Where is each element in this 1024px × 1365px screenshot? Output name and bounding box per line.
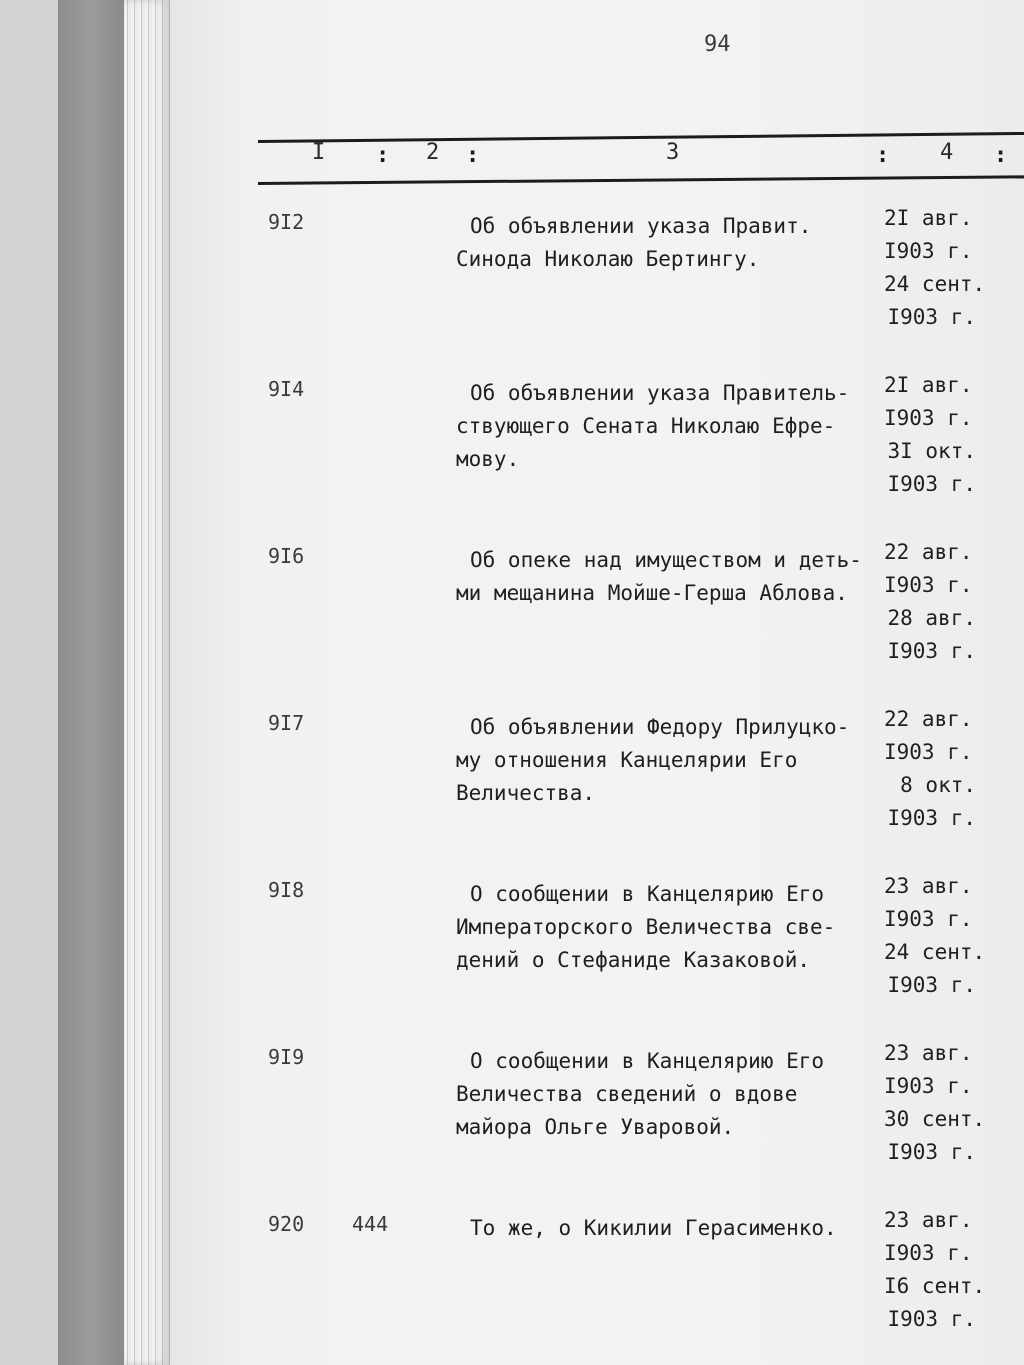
entry-description <box>456 1212 837 1245</box>
column-separator: : <box>466 143 480 168</box>
column-header-3: 3 <box>666 140 680 165</box>
entry-description <box>456 711 849 810</box>
description-line: Об объявлении указа Правит. <box>470 214 812 238</box>
entry-description <box>456 210 811 276</box>
date-line: I903 г. <box>884 1241 973 1265</box>
date-line: 23 авг. <box>884 1208 973 1232</box>
date-line: 2I авг. <box>884 206 973 230</box>
page-number: 94 <box>704 32 731 57</box>
date-line: 2I авг. <box>884 373 973 397</box>
description-line: Об объявлении Федору Прилуцко- <box>470 715 850 739</box>
date-line: 23 авг. <box>884 1041 973 1065</box>
date-line: 30 сент. <box>884 1107 986 1131</box>
register-entry <box>0 874 1024 1028</box>
register-entry <box>0 540 1024 694</box>
date-line: I903 г. <box>884 907 973 931</box>
date-line: I903 г. <box>887 806 976 830</box>
entry-number: 920 <box>268 1212 305 1236</box>
description-line: Императорского Величества све- <box>456 915 836 939</box>
entry-dates <box>884 536 976 668</box>
column-header-1: I <box>312 140 326 165</box>
date-line: I903 г. <box>887 472 976 496</box>
description-line: Об опеке над имуществом и деть- <box>470 548 862 572</box>
entry-dates <box>884 369 976 501</box>
description-line: ствующего Сената Николаю Ефре- <box>456 414 836 438</box>
entry-number: 9I9 <box>268 1045 305 1069</box>
entry-description <box>456 377 849 476</box>
entry-reference: 444 <box>352 1212 389 1236</box>
column-separator: : <box>994 143 1008 168</box>
date-line: I903 г. <box>887 1307 976 1331</box>
entry-dates <box>884 870 986 1002</box>
entry-number: 9I2 <box>268 210 305 234</box>
date-line: I903 г. <box>887 1140 976 1164</box>
description-line: ми мещанина Мойше-Герша Аблова. <box>456 581 848 605</box>
description-line: О сообщении в Канцелярию Его <box>470 1049 825 1073</box>
description-line: Величества сведений о вдове <box>456 1082 798 1106</box>
register-entry <box>0 1208 1024 1362</box>
entry-description <box>456 1045 824 1144</box>
register-entry <box>0 1041 1024 1195</box>
date-line: 3I окт. <box>887 439 976 463</box>
entry-dates <box>884 1204 986 1336</box>
date-line: I903 г. <box>887 973 976 997</box>
date-line: 23 авг. <box>884 874 973 898</box>
date-line: I903 г. <box>884 1074 973 1098</box>
description-line: Синода Николаю Бертингу. <box>456 247 760 271</box>
date-line: 24 сент. <box>884 940 986 964</box>
description-line: му отношения Канцелярии Его <box>456 748 798 772</box>
date-line: 8 окт. <box>900 773 976 797</box>
date-line: I903 г. <box>884 573 973 597</box>
date-line: 22 авг. <box>884 540 973 564</box>
entry-dates <box>884 703 976 835</box>
entry-dates <box>884 1037 986 1169</box>
register-entry <box>0 373 1024 527</box>
date-line: 22 авг. <box>884 707 973 731</box>
date-line: I903 г. <box>887 639 976 663</box>
date-line: I903 г. <box>884 239 973 263</box>
date-line: I903 г. <box>884 740 973 764</box>
description-line: майора Ольге Уваровой. <box>456 1115 735 1139</box>
date-line: I903 г. <box>884 406 973 430</box>
entry-description <box>456 878 835 977</box>
column-header-4: 4 <box>940 140 954 165</box>
column-header-2: 2 <box>426 140 440 165</box>
date-line: I903 г. <box>887 305 976 329</box>
description-line: О сообщении в Канцелярию Его <box>470 882 825 906</box>
entry-description <box>456 544 862 610</box>
entry-dates <box>884 202 986 334</box>
column-separator: : <box>376 143 390 168</box>
register-entry <box>0 206 1024 360</box>
entry-number: 9I6 <box>268 544 305 568</box>
description-line: дений о Стефаниде Казаковой. <box>456 948 811 972</box>
column-separator: : <box>876 143 890 168</box>
date-line: I6 сент. <box>884 1274 986 1298</box>
description-line: Об объявлении указа Правитель- <box>470 381 850 405</box>
date-line: 24 сент. <box>884 272 986 296</box>
description-line: мову. <box>456 447 520 471</box>
entry-number: 9I7 <box>268 711 305 735</box>
register-entry <box>0 707 1024 861</box>
description-line: То же, о Кикилии Герасименко. <box>470 1216 837 1240</box>
date-line: 28 авг. <box>887 606 976 630</box>
description-line: Величества. <box>456 781 596 805</box>
entry-number: 9I4 <box>268 377 305 401</box>
entry-number: 9I8 <box>268 878 305 902</box>
